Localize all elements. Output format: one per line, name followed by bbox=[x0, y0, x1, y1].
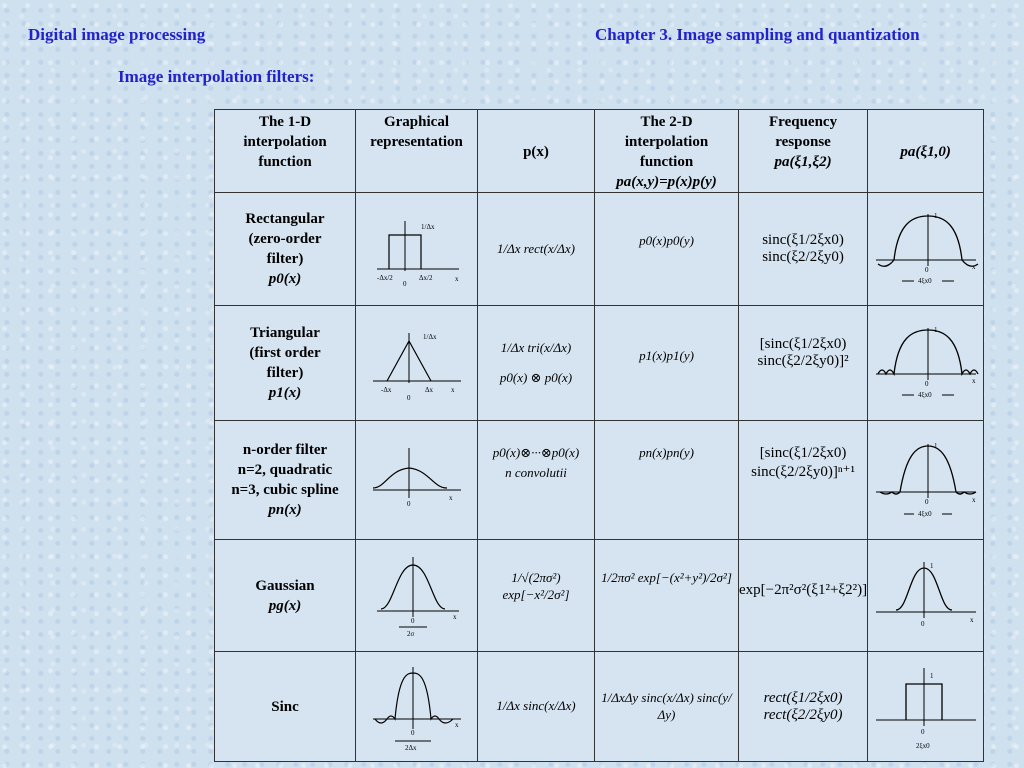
px-formula: p0(x)⊗···⊗p0(x) bbox=[492, 445, 580, 460]
peak-label: 1 bbox=[929, 561, 934, 570]
norder-curve bbox=[373, 468, 447, 488]
sincn-response-graph bbox=[872, 434, 980, 526]
filter-name-line: (zero-order bbox=[248, 231, 322, 247]
fr-graph-cell bbox=[868, 193, 984, 306]
filter-name-cell bbox=[215, 421, 356, 540]
fr-graph-cell bbox=[868, 306, 984, 421]
tick-label: -Δx bbox=[380, 386, 391, 394]
p2d-formula: 1/2πσ² exp[−(x²+y²)/2σ²] bbox=[601, 570, 732, 585]
freq-cell bbox=[739, 193, 868, 306]
fr-graph-cell bbox=[868, 540, 984, 652]
origin-label: 0 bbox=[410, 728, 414, 737]
filter-name-line: (first order bbox=[249, 345, 321, 361]
filter-name-line: Gaussian bbox=[255, 577, 315, 594]
freq-cell bbox=[739, 540, 868, 652]
header-text: The 1-D bbox=[258, 114, 312, 130]
section-subtitle: Image interpolation filters: bbox=[118, 67, 315, 86]
width-label: 2ξx0 bbox=[915, 741, 930, 750]
px-formula: 1/Δx rect(x/Δx) bbox=[497, 240, 575, 256]
px-cell bbox=[478, 193, 595, 306]
sinc2-response-graph bbox=[872, 318, 980, 408]
table-row bbox=[215, 421, 984, 540]
header-text: function bbox=[258, 154, 312, 170]
filter-name-line: filter) bbox=[266, 251, 304, 267]
filter-function-name: pn(x) bbox=[268, 502, 302, 518]
tick-label: Δx/2 bbox=[418, 274, 432, 282]
origin-label: 0 bbox=[924, 498, 929, 506]
header-text: Graphical bbox=[383, 114, 449, 130]
p2d-formula: p1(x)p1(y) bbox=[639, 348, 694, 363]
freq-formula: sinc(ξ1/2ξx0) sinc(ξ2/2ξy0) bbox=[762, 232, 844, 265]
interpolation-filters-table bbox=[214, 109, 984, 762]
tick-label: -Δx/2 bbox=[376, 274, 393, 282]
header-text: pa(x,y)=p(x)p(y) bbox=[616, 174, 717, 190]
p2d-formula: pn(x)pn(y) bbox=[639, 445, 694, 460]
axis-label: x bbox=[450, 386, 454, 394]
freq-cell bbox=[739, 652, 868, 762]
peak-label: 1 bbox=[933, 326, 938, 334]
px-formula: 1/Δx tri(x/Δx) bbox=[500, 340, 572, 355]
p2d-cell bbox=[595, 193, 739, 306]
freq-cell bbox=[739, 306, 868, 421]
filter-name-line: n=3, cubic spline bbox=[231, 482, 339, 498]
document-title: Digital image processing bbox=[28, 25, 206, 44]
freq-cell bbox=[739, 421, 868, 540]
axis-label: x bbox=[452, 612, 456, 621]
tick-label: Δx bbox=[424, 386, 433, 394]
origin-label: 0 bbox=[920, 727, 925, 736]
graph-cell bbox=[356, 421, 478, 540]
width-label: 2Δx bbox=[404, 743, 417, 752]
peak-label: 1/Δx bbox=[420, 223, 434, 231]
filter-name-line: n-order filter bbox=[242, 442, 328, 458]
freq-formula: [sinc(ξ1/2ξx0) sinc(ξ2/2ξy0)]ⁿ⁺¹ bbox=[751, 445, 855, 480]
filter-function-name: p1(x) bbox=[268, 385, 302, 401]
axis-label: x bbox=[969, 615, 974, 624]
sinc-curve bbox=[375, 673, 453, 723]
rect-response-graph bbox=[872, 662, 980, 752]
tri-graph bbox=[367, 323, 467, 403]
header-px bbox=[478, 110, 595, 193]
p2d-formula: p0(x)p0(y) bbox=[639, 233, 694, 248]
graph-cell bbox=[356, 652, 478, 762]
table-row bbox=[215, 306, 984, 421]
header-pa-xi-zero bbox=[868, 110, 984, 193]
peak-label: 1/Δx bbox=[422, 333, 436, 341]
width-label: 2σ bbox=[406, 629, 414, 638]
table-row bbox=[215, 652, 984, 762]
origin-label: 0 bbox=[924, 380, 929, 388]
axis-label: x bbox=[448, 494, 452, 502]
header-text: p(x) bbox=[523, 144, 549, 160]
graph-cell bbox=[356, 540, 478, 652]
width-label: 4ξx0 bbox=[917, 510, 932, 518]
filter-name-line: Triangular bbox=[250, 325, 320, 341]
rect-graph bbox=[367, 209, 467, 289]
px-formula: 1/√(2πσ²) exp[−x²/2σ²] bbox=[502, 570, 570, 602]
filter-name-line: Sinc bbox=[271, 698, 299, 715]
px-formula: 1/Δx sinc(x/Δx) bbox=[496, 698, 576, 713]
filter-name-line: n=2, quadratic bbox=[237, 462, 333, 478]
gauss-response-graph bbox=[872, 556, 980, 636]
table-row bbox=[215, 540, 984, 652]
chapter-title: Chapter 3. Image sampling and quantization bbox=[595, 25, 920, 44]
px-cell bbox=[478, 540, 595, 652]
p2d-cell bbox=[595, 540, 739, 652]
axis-label: x bbox=[454, 275, 458, 283]
filter-function-name: p0(x) bbox=[268, 271, 302, 287]
filter-name-cell bbox=[215, 306, 356, 421]
origin-label: 0 bbox=[920, 619, 925, 628]
gauss-graph bbox=[367, 551, 467, 641]
peak-label: 1 bbox=[933, 212, 938, 220]
header-2d-function bbox=[595, 110, 739, 193]
sinc-graph bbox=[367, 661, 467, 753]
origin-label: 0 bbox=[924, 266, 929, 274]
filter-name-cell bbox=[215, 652, 356, 762]
peak-label: 1 bbox=[933, 442, 938, 450]
width-label: 4ξx0 bbox=[917, 277, 932, 285]
header-text: interpolation bbox=[624, 134, 709, 150]
freq-formula: exp[−2π²σ²(ξ1²+ξ2²)] bbox=[739, 582, 868, 598]
header-text: pa(ξ1,0) bbox=[900, 144, 951, 160]
header-frequency bbox=[739, 110, 868, 193]
axis-label: x bbox=[454, 720, 458, 729]
table-row bbox=[215, 193, 984, 306]
px-cell bbox=[478, 652, 595, 762]
header-text: The 2-D bbox=[640, 114, 693, 130]
sinc-response-graph bbox=[872, 204, 980, 294]
px-cell bbox=[478, 421, 595, 540]
freq-formula: rect(ξ1/2ξx0) rect(ξ2/2ξy0) bbox=[763, 689, 843, 723]
header-text: function bbox=[639, 154, 694, 170]
filter-name-line: filter) bbox=[266, 365, 304, 381]
px-cell bbox=[478, 306, 595, 421]
header-text: pa(ξ1,ξ2) bbox=[774, 154, 832, 170]
origin-label: 0 bbox=[410, 616, 414, 625]
header-text: representation bbox=[370, 134, 463, 150]
header-text: Frequency bbox=[769, 114, 838, 130]
p2d-cell bbox=[595, 306, 739, 421]
filter-name-line: Rectangular bbox=[245, 211, 325, 227]
p2d-formula: 1/ΔxΔy sinc(x/Δx) sinc(y/Δy) bbox=[601, 689, 732, 722]
p2d-cell bbox=[595, 652, 739, 762]
freq-formula: [sinc(ξ1/2ξx0) sinc(ξ2/2ξy0)]² bbox=[757, 336, 849, 369]
graph-cell bbox=[356, 306, 478, 421]
peak-label: 1 bbox=[929, 671, 934, 680]
header-text: interpolation bbox=[243, 134, 327, 150]
px-formula-alt: p0(x) ⊗ p0(x) bbox=[499, 370, 573, 385]
header-1d-function bbox=[215, 110, 356, 193]
axis-label: x bbox=[971, 377, 976, 385]
table-header-row bbox=[215, 110, 984, 193]
header-graphical bbox=[356, 110, 478, 193]
filter-name-cell bbox=[215, 193, 356, 306]
axis-label: x bbox=[971, 263, 976, 271]
axis-label: x bbox=[971, 496, 976, 504]
filter-function-name: pg(x) bbox=[268, 597, 302, 614]
graph-cell bbox=[356, 193, 478, 306]
norder-graph bbox=[367, 440, 467, 520]
fr-graph-cell bbox=[868, 421, 984, 540]
px-formula-alt: n convolutii bbox=[505, 465, 567, 480]
origin-label: 0 bbox=[406, 394, 410, 402]
width-label: 4ξx0 bbox=[917, 391, 932, 399]
origin-label: 0 bbox=[402, 280, 406, 288]
header-text: response bbox=[775, 134, 831, 150]
filter-name-cell bbox=[215, 540, 356, 652]
fr-graph-cell bbox=[868, 652, 984, 762]
origin-label: 0 bbox=[406, 500, 410, 508]
p2d-cell bbox=[595, 421, 739, 540]
